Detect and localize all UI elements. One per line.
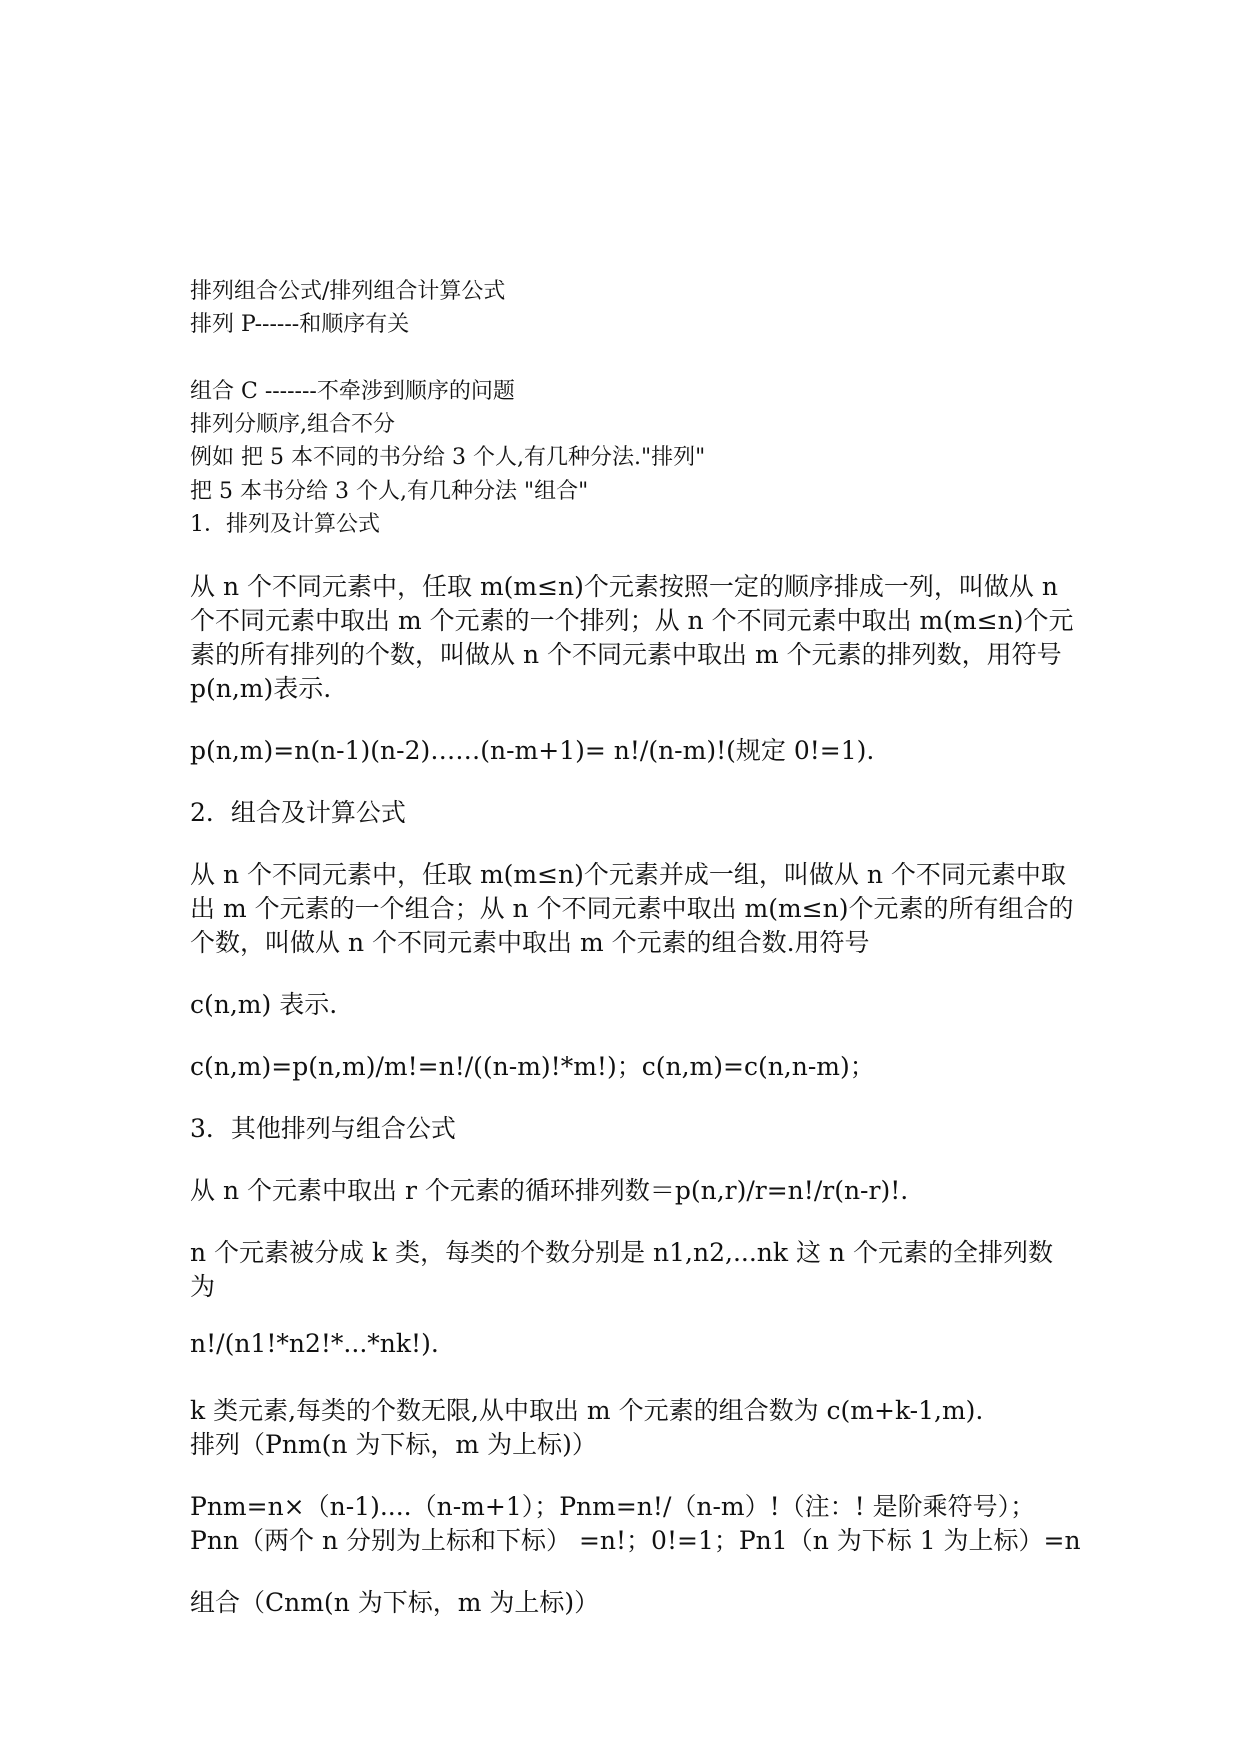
formula-line: 从 n 个元素中取出 r 个元素的循环排列数＝p(n,r)/r=n!/r(n-r)!. <box>190 1176 909 1205</box>
text-line: 为 <box>190 1272 216 1301</box>
text-line: 从 n 个不同元素中，任取 m(m≤n)个元素按照一定的顺序排成一列，叫做从 n <box>190 572 1058 601</box>
text-line: 素的所有排列的个数，叫做从 n 个不同元素中取出 m 个元素的排列数，用符号 <box>190 640 1062 669</box>
document-title: 排列组合公式/排列组合计算公式 <box>190 279 506 304</box>
text-line: k 类元素,每类的个数无限,从中取出 m 个元素的组合数为 c(m+k-1,m). <box>190 1396 984 1425</box>
text-line: n 个元素被分成 k 类，每类的个数分别是 n1,n2,...nk 这 n 个元素的全排列数 <box>190 1238 1053 1267</box>
formula-line: n!/(n1!*n2!*...*nk!). <box>190 1329 439 1358</box>
text-line: 从 n 个不同元素中，任取 m(m≤n)个元素并成一组，叫做从 n 个不同元素中取 <box>190 860 1066 889</box>
text-line: 个数，叫做从 n 个不同元素中取出 m 个元素的组合数.用符号 <box>190 928 870 957</box>
text-line: 出 m 个元素的一个组合；从 n 个不同元素中取出 m(m≤n)个元素的所有组合的 <box>190 894 1074 923</box>
text-line: 组合 C -------不牵涉到顺序的问题 <box>190 379 515 404</box>
text-line: 排列 P------和顺序有关 <box>190 312 410 337</box>
text-line: c(n,m) 表示. <box>190 990 338 1019</box>
text-line: 个不同元素中取出 m 个元素的一个排列；从 n 个不同元素中取出 m(m≤n)个元 <box>190 606 1074 635</box>
text-line: 排列分顺序,组合不分 <box>190 412 395 437</box>
section-heading: 3．其他排列与组合公式 <box>190 1114 456 1143</box>
formula-line: p(n,m)=n(n-1)(n-2)……(n-m+1)= n!/(n-m)!(规定 0!=1). <box>190 736 875 765</box>
section-heading: 1．排列及计算公式 <box>190 512 380 537</box>
formula-line: Pnn（两个 n 分别为上标和下标） =n!；0!=1；Pn1（n 为下标 1 为上标）=n <box>190 1526 1081 1555</box>
text-line: 组合（Cnm(n 为下标，m 为上标)） <box>190 1588 600 1617</box>
formula-line: Pnm=n×（n-1)....（n-m+1）；Pnm=n!/（n-m）!（注：! 是阶乘符号）； <box>190 1492 1036 1521</box>
section-heading: 2．组合及计算公式 <box>190 798 406 827</box>
formula-line: c(n,m)=p(n,m)/m!=n!/((n-m)!*m!)；c(n,m)=c(n,n-m)； <box>190 1052 875 1081</box>
text-line: 例如 把 5 本不同的书分给 3 个人,有几种分法."排列" <box>190 445 706 470</box>
text-line: p(n,m)表示. <box>190 674 332 703</box>
text-line: 排列（Pnm(n 为下标，m 为上标)） <box>190 1430 597 1459</box>
text-line: 把 5 本书分给 3 个人,有几种分法 "组合" <box>190 479 589 504</box>
